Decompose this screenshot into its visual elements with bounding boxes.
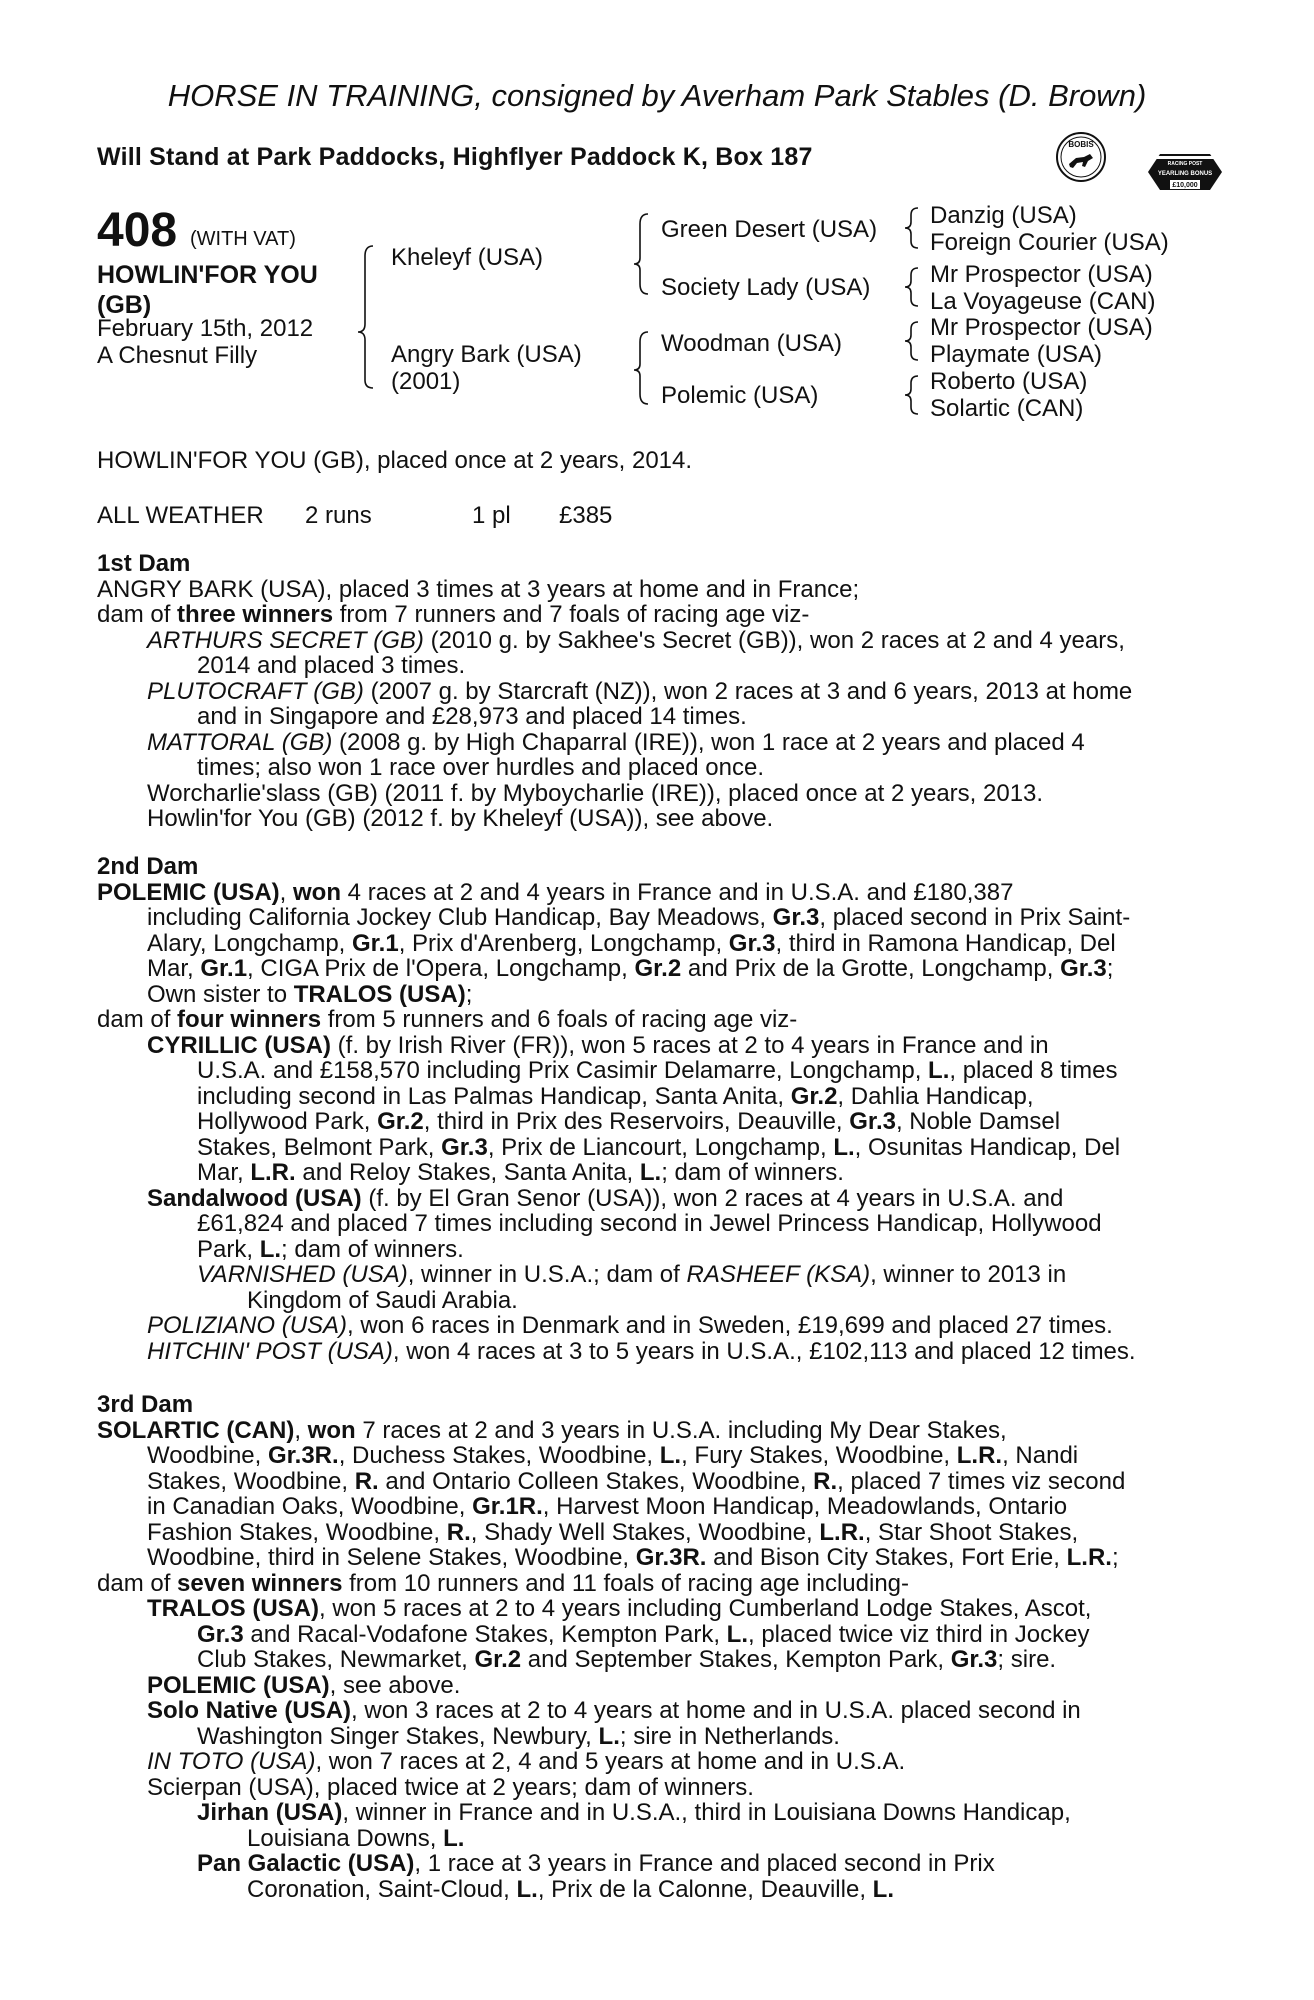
pedigree-dam-dam: Polemic (USA) — [661, 382, 819, 409]
horse-description: A Chesnut Filly — [97, 342, 258, 369]
third-dam-section — [97, 1392, 1201, 1902]
progeny-cont: Club Stakes, Newmarket, Gr.2 and September Stakes, Kempton Park, Gr.3; sire. — [197, 1646, 1057, 1673]
progeny-cont: including second in Las Palmas Handicap, Santa Anita, Gr.2, Dahlia Handicap, — [197, 1082, 1034, 1110]
dam-line: dam of four winners from 5 runners and 6 foals of racing age viz- — [97, 1006, 798, 1033]
progeny-entry: MATTORAL (GB) (2008 g. by High Chaparral (IRE)), won 1 race at 2 years and placed 4 — [147, 728, 1085, 756]
progeny-entry: PLUTOCRAFT (GB) (2007 g. by Starcraft (NZ)), won 2 races at 3 and 6 years, 2013 at home — [147, 677, 1133, 705]
pedigree-gen3-2: Foreign Courier (USA) — [930, 229, 1169, 256]
foaling-date: February 15th, 2012 — [97, 315, 314, 342]
pedigree-gen3-7: Roberto (USA) — [930, 368, 1088, 395]
progeny-cont: times; also won 1 race over hurdles and placed once. — [197, 754, 764, 781]
dam-line: dam of seven winners from 10 runners and 11 foals of racing age including- — [97, 1569, 910, 1597]
dam-line: Woodbine, third in Selene Stakes, Woodbine, Gr.3R. and Bison City Stakes, Fort Erie, L.R.; — [147, 1544, 1119, 1571]
progeny-cont: and in Singapore and £28,973 and placed 14 times. — [197, 703, 747, 730]
progeny-entry: Howlin'for You (GB) (2012 f. by Kheleyf (USA)), see above. — [147, 805, 774, 832]
all-weather-placings: 1 pl — [472, 502, 511, 529]
dam-line: Fashion Stakes, Woodbine, R., Shady Well Stakes, Woodbine, L.R., Star Shoot Stakes, — [147, 1518, 1079, 1546]
progeny-entry: Scierpan (USA), placed twice at 2 years; dam of winners. — [147, 1773, 754, 1801]
progeny-entry: TRALOS (USA), won 5 races at 2 to 4 years including Cumberland Lodge Stakes, Ascot, — [147, 1595, 1092, 1622]
first-dam-section — [97, 551, 1201, 832]
progeny-cont: Gr.3 and Racal-Vodafone Stakes, Kempton Park, L., placed twice viz third in Jockey — [197, 1620, 1090, 1648]
dam-line: Woodbine, Gr.3R., Duchess Stakes, Woodbine, L., Fury Stakes, Woodbine, L.R., Nandi — [147, 1442, 1079, 1469]
page-title: HORSE IN TRAINING, consigned by Averham Park Stables (D. Brown) — [167, 78, 1147, 113]
progeny-entry: Sandalwood (USA) (f. by El Gran Senor (USA)), won 2 races at 4 years in U.S.A. and — [147, 1184, 1064, 1212]
section-heading: 1st Dam — [97, 550, 191, 577]
grand-progeny-entry: Jirhan (USA), winner in France and in U.S.A., third in Louisiana Downs Handicap, — [197, 1799, 1071, 1826]
dam-line: ANGRY BARK (USA), placed 3 times at 3 years at home and in France; — [97, 575, 860, 603]
progeny-entry: IN TOTO (USA), won 7 races at 2, 4 and 5 years at home and in U.S.A. — [147, 1748, 906, 1775]
all-weather-label: ALL WEATHER — [97, 502, 264, 529]
progeny-cont: Kingdom of Saudi Arabia. — [247, 1286, 518, 1314]
progeny-cont: Washington Singer Stakes, Newbury, L.; sire in Netherlands. — [197, 1722, 840, 1750]
progeny-entry: HITCHIN' POST (USA), won 4 races at 3 to 5 years in U.S.A., £102,113 and placed 12 times. — [147, 1337, 1136, 1365]
progeny-cont: Mar, L.R. and Reloy Stakes, Santa Anita, L.; dam of winners. — [197, 1159, 844, 1186]
grand-progeny-entry: Pan Galactic (USA), 1 race at 3 years in France and placed second in Prix — [197, 1850, 995, 1877]
progeny-cont: Hollywood Park, Gr.2, third in Prix des Reservoirs, Deauville, Gr.3, Noble Damsel — [197, 1108, 1061, 1135]
race-summary: HOWLIN'FOR YOU (GB), placed once at 2 years, 2014. — [97, 447, 693, 474]
pedigree-sire-dam: Society Lady (USA) — [661, 274, 871, 301]
progeny-entry: Worcharlie'slass (GB) (2011 f. by Myboycharlie (IRE)), placed once at 2 years, 2013. — [147, 779, 1044, 807]
pedigree-dam: Angry Bark (USA) — [391, 341, 582, 368]
dam-line: SOLARTIC (CAN), won 7 races at 2 and 3 years in U.S.A. including My Dear Stakes, — [97, 1416, 1007, 1444]
dam-line: Stakes, Woodbine, R. and Ontario Colleen Stakes, Woodbine, R., placed 7 times viz second — [147, 1467, 1126, 1495]
pedigree-brackets — [0, 0, 1314, 440]
progeny-entry: Solo Native (USA), won 3 races at 2 to 4 years at home and in U.S.A. placed second in — [147, 1697, 1081, 1724]
progeny-entry: CYRILLIC (USA) (f. by Irish River (FR)), won 5 races at 2 to 4 years in France and in — [147, 1031, 1049, 1059]
section-heading: 3rd Dam — [97, 1391, 194, 1418]
pedigree-gen3-6: Playmate (USA) — [930, 341, 1103, 368]
progeny-cont: U.S.A. and £158,570 including Prix Casimir Delamarre, Longchamp, L., placed 8 times — [197, 1057, 1118, 1084]
svg-text:£10,000: £10,000 — [1172, 182, 1198, 189]
dam-line: dam of three winners from 7 runners and 7 foals of racing age viz- — [97, 601, 810, 628]
svg-text:YEARLING BONUS: YEARLING BONUS — [1157, 171, 1213, 177]
progeny-cont: Coronation, Saint-Cloud, L., Prix de la Calonne, Deauville, L. — [247, 1875, 894, 1903]
progeny-entry: POLIZIANO (USA), won 6 races in Denmark and in Sweden, £19,699 and placed 27 times. — [147, 1312, 1113, 1339]
pedigree-gen3-8: Solartic (CAN) — [930, 395, 1084, 422]
progeny-entry: ARTHURS SECRET (GB) (2010 g. by Sakhee's Secret (GB)), won 2 races at 2 and 4 years, — [147, 626, 1125, 654]
pedigree-sire-sire: Green Desert (USA) — [661, 216, 878, 243]
pedigree-gen3-1: Danzig (USA) — [930, 202, 1077, 229]
all-weather-runs: 2 runs — [305, 502, 372, 529]
pedigree-dam-sire: Woodman (USA) — [661, 330, 842, 357]
all-weather-prize: £385 — [559, 502, 613, 529]
dam-line: Alary, Longchamp, Gr.1, Prix d'Arenberg, Longchamp, Gr.3, third in Ramona Handicap, Del — [147, 929, 1116, 957]
dam-line: POLEMIC (USA), won 4 races at 2 and 4 years in France and in U.S.A. and £180,387 — [97, 878, 1014, 906]
dam-line: including California Jockey Club Handicap, Bay Meadows, Gr.3, placed second in Prix Saint- — [147, 904, 1131, 931]
progeny-cont: Louisiana Downs, L. — [247, 1824, 465, 1852]
lot-number: 408 — [97, 204, 178, 257]
pedigree-dam-year: (2001) — [391, 368, 461, 395]
progeny-cont: Stakes, Belmont Park, Gr.3, Prix de Liancourt, Longchamp, L., Osunitas Handicap, Del — [197, 1133, 1121, 1161]
horse-name: HOWLIN'FOR YOU (GB) — [97, 261, 318, 319]
second-dam-section — [97, 854, 1201, 1364]
grand-progeny-entry: VARNISHED (USA), winner in U.S.A.; dam of RASHEEF (KSA), winner to 2013 in — [197, 1261, 1067, 1288]
pedigree-gen3-3: Mr Prospector (USA) — [930, 261, 1153, 288]
progeny-cont: £61,824 and placed 7 times including second in Jewel Princess Handicap, Hollywood — [197, 1210, 1102, 1237]
dam-line: Own sister to TRALOS (USA); — [147, 980, 473, 1008]
pedigree-gen3-5: Mr Prospector (USA) — [930, 314, 1153, 341]
dam-line: Mar, Gr.1, CIGA Prix de l'Opera, Longchamp, Gr.2 and Prix de la Grotte, Longchamp, Gr.3; — [147, 955, 1114, 982]
stand-location: Will Stand at Park Paddocks, Highflyer Paddock K, Box 187 — [97, 143, 813, 171]
pedigree-sire: Kheleyf (USA) — [391, 244, 544, 271]
progeny-cont: Park, L.; dam of winners. — [197, 1235, 464, 1263]
section-heading: 2nd Dam — [97, 853, 199, 880]
svg-text:RACING POST: RACING POST — [1167, 161, 1203, 167]
pedigree-gen3-4: La Voyageuse (CAN) — [930, 288, 1156, 315]
svg-text:BOBIS: BOBIS — [1068, 140, 1094, 149]
vat-label: (WITH VAT) — [190, 228, 296, 250]
progeny-entry: POLEMIC (USA), see above. — [147, 1671, 461, 1699]
progeny-cont: 2014 and placed 3 times. — [197, 652, 466, 679]
dam-line: in Canadian Oaks, Woodbine, Gr.1R., Harvest Moon Handicap, Meadowlands, Ontario — [147, 1493, 1068, 1520]
